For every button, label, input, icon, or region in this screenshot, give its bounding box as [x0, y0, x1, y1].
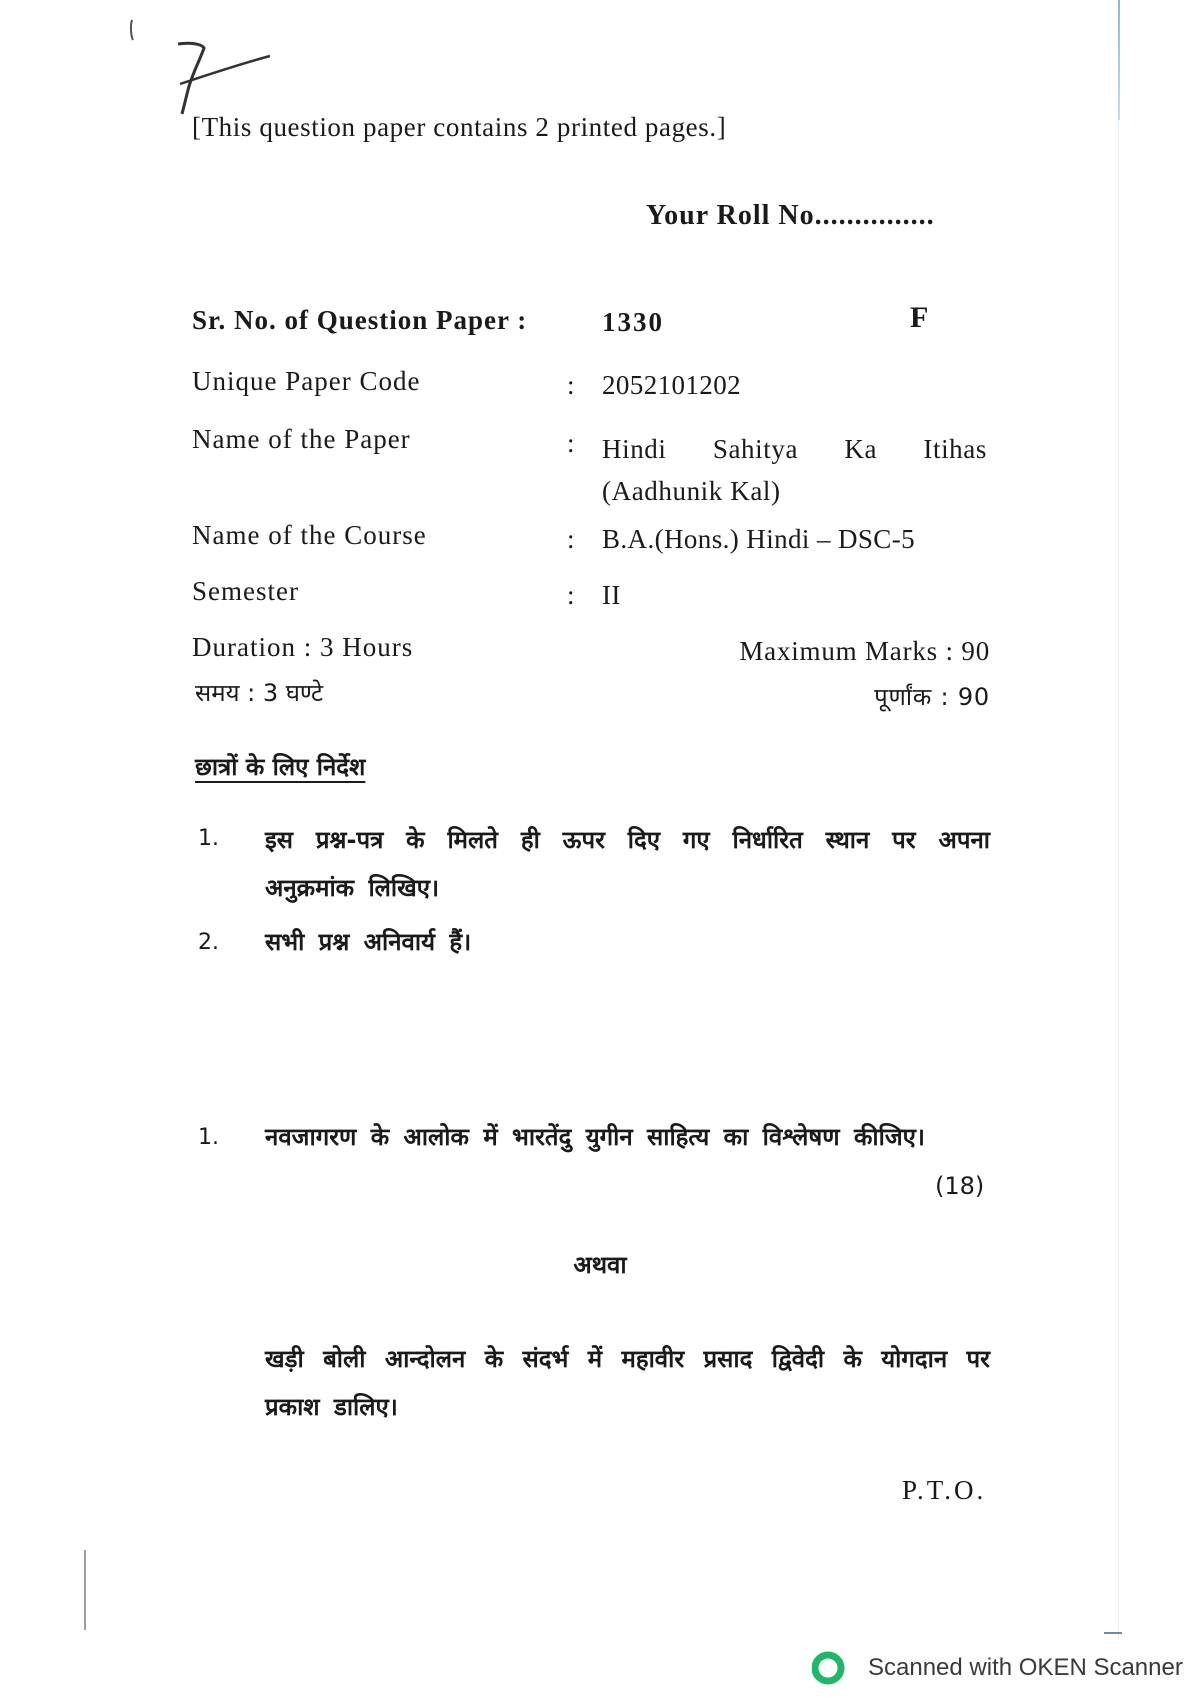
- roll-number-field: Your Roll No...............: [646, 200, 935, 231]
- sr-no-label: Sr. No. of Question Paper :: [192, 305, 528, 335]
- question-text: नवजागरण के आलोक में भारतेंदु युगीन साहित्य का विश्लेषण कीजिए।: [265, 1123, 926, 1151]
- paper-name-word: Sahitya: [712, 434, 799, 464]
- instruction-text: सभी प्रश्न अनिवार्य हैं।: [265, 928, 472, 956]
- pto-note: P.T.O.: [902, 1475, 987, 1505]
- semester-value: II: [602, 580, 621, 610]
- sr-no-value: 1330: [602, 307, 664, 337]
- scanner-text: Scanned with OKEN Scanner: [868, 1654, 1183, 1681]
- question-marks: (18): [935, 1172, 985, 1200]
- instruction-text: इस प्रश्न-पत्र के मिलते ही ऊपर दिए गए निर्धारित स्थान पर अपना अनुक्रमांक लिखिए।: [265, 826, 990, 902]
- colon: :: [567, 370, 575, 400]
- pages-note: [This question paper contains 2 printed pages.]: [192, 112, 727, 142]
- scan-edge-right-faint: [1118, 120, 1119, 1640]
- colon: :: [567, 580, 575, 610]
- instruction-number: 1.: [198, 826, 219, 851]
- colon: :: [567, 428, 575, 458]
- semester-label: Semester: [192, 576, 299, 606]
- instruction-number: 2.: [198, 930, 219, 955]
- unique-paper-code-value: 2052101202: [602, 370, 741, 400]
- course-name-label: Name of the Course: [192, 520, 427, 550]
- scan-edge-left: [84, 1550, 86, 1630]
- colon: :: [567, 524, 575, 554]
- duration-hindi: समय : 3 घण्टे: [195, 679, 324, 707]
- or-label: अथवा: [573, 1251, 627, 1279]
- paper-name-line1: [602, 428, 987, 470]
- scan-edge-right: [1118, 0, 1120, 120]
- handwritten-page-mark: [120, 14, 280, 124]
- set-code: F: [910, 301, 929, 334]
- paper-name-label: Name of the Paper: [192, 424, 411, 454]
- paper-name-word: Itihas: [923, 434, 987, 464]
- question-number: 1.: [198, 1125, 219, 1150]
- scanner-watermark: [812, 1648, 1183, 1688]
- max-marks-english: Maximum Marks : 90: [739, 636, 990, 666]
- scan-edge-bottom: [1104, 1632, 1122, 1634]
- paper-name-line2: (Aadhunik Kal): [602, 476, 781, 506]
- scanner-logo-icon: [812, 1650, 854, 1686]
- alternative-question-text: खड़ी बोली आन्दोलन के संदर्भ में महावीर प्रसाद द्विवेदी के योगदान पर प्रकाश डालिए।: [265, 1345, 990, 1421]
- paper-name-word: Hindi: [602, 434, 667, 464]
- instructions-heading: छात्रों के लिए निर्देश: [195, 753, 366, 781]
- paper-name-word: Ka: [844, 434, 878, 464]
- duration-english: Duration : 3 Hours: [192, 632, 414, 662]
- max-marks-hindi: पूर्णांक : 90: [874, 683, 990, 711]
- paper-name-value: [602, 428, 987, 512]
- course-name-value: B.A.(Hons.) Hindi – DSC-5: [602, 524, 916, 554]
- unique-paper-code-label: Unique Paper Code: [192, 366, 421, 396]
- handwritten-tick: [131, 20, 133, 40]
